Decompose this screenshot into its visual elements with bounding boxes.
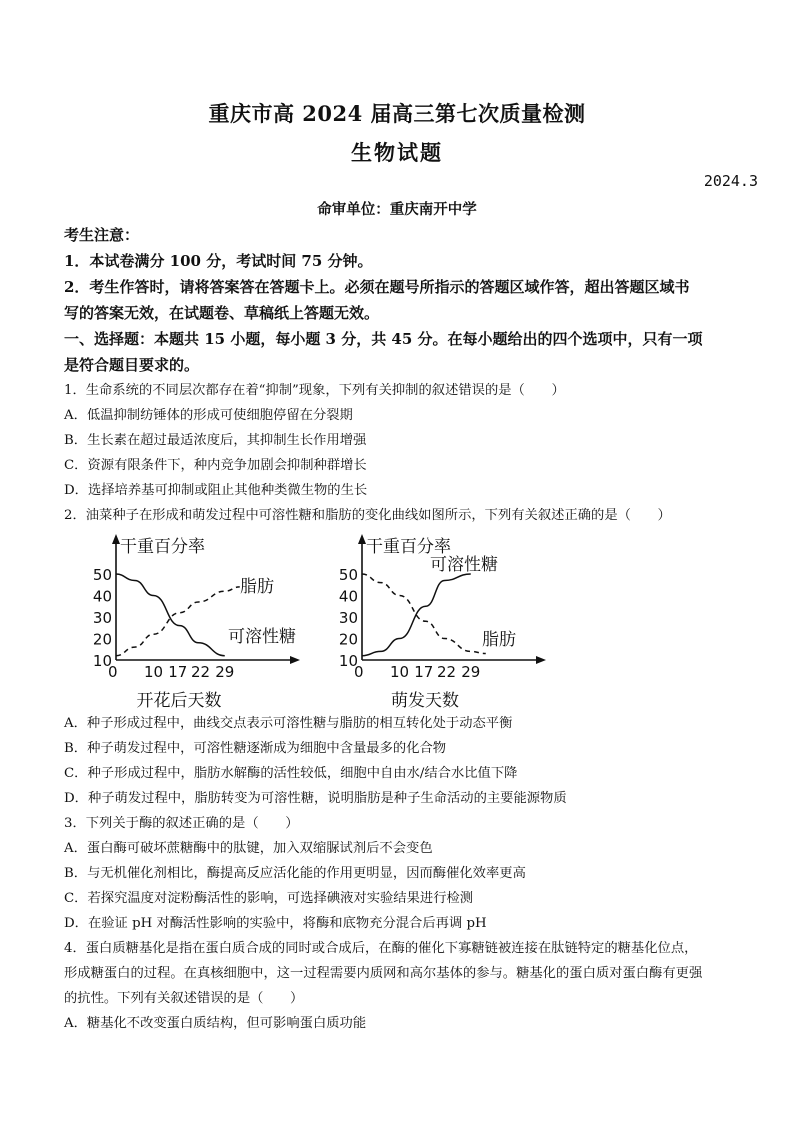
- x-tick-label: 10: [389, 663, 410, 681]
- series-line: [362, 574, 471, 656]
- x-tick-label: 22: [190, 663, 211, 681]
- question-3-option-a: A．蛋白酶可破坏蔗糖酶中的肽键，加入双缩脲试剂后不会变色: [64, 841, 433, 856]
- y-tick-label: 20: [92, 630, 112, 649]
- x-axis-label: 萌发天数: [391, 691, 459, 710]
- series-line: [116, 574, 225, 656]
- question-4-stem-line-2: 形成糖蛋白的过程。在真核细胞中，这一过程需要内质网和高尔基体的参与。糖基化的蛋白质对蛋白酶有更强: [64, 966, 703, 981]
- question-2-stem: 2．油菜种子在形成和萌发过程中可溶性糖和脂肪的变化曲线如图所示，下列有关叙述正确的是（ ）: [64, 508, 671, 523]
- x-tick-label: 22: [436, 663, 457, 681]
- y-tick-label: 20: [338, 630, 358, 649]
- x-tick-label: 17: [168, 663, 188, 681]
- notice-item-1: 1．本试卷满分 100 分，考试时间 75 分钟。: [64, 252, 373, 270]
- y-tick-label: 10: [92, 652, 112, 670]
- y-tick-label: 30: [338, 609, 358, 627]
- y-axis-label: 干重百分率: [120, 537, 205, 557]
- exam-date: 2024.3: [703, 172, 758, 190]
- question-2-option-c: C．种子形成过程中，脂肪水解酶的活性较低，细胞中自由水/结合水比值下降: [64, 766, 518, 781]
- question-1-option-b: B．生长素在超过最适浓度后，其抑制生长作用增强: [64, 433, 367, 448]
- x-tick-label: 10: [143, 663, 164, 681]
- x-axis-arrow: [536, 656, 546, 664]
- notice-item-2-line-2: 写的答案无效，在试题卷、草稿纸上答题无效。: [64, 304, 380, 322]
- y-axis-arrow: [358, 534, 366, 544]
- x-tick-label: 29: [461, 663, 481, 681]
- question-3-option-d: D．在验证 pH 对酶活性影响的实验中，将酶和底物充分混合后再调 pH: [64, 916, 487, 931]
- exam-unit: 命审单位：重庆南开中学: [317, 201, 477, 218]
- x-axis-arrow: [290, 656, 300, 664]
- x-tick-label: 0: [108, 663, 118, 681]
- x-tick-label: 0: [354, 663, 364, 681]
- y-tick-label: 10: [338, 652, 358, 670]
- notice-heading: 考生注意：: [64, 226, 140, 244]
- chart-seed-formation: [84, 530, 304, 710]
- y-axis-label: 干重百分率: [366, 537, 451, 557]
- question-3-option-c: C．若探究温度对淀粉酶活性的影响，可选择碘液对实验结果进行检测: [64, 891, 474, 906]
- chart-seed-germination: [330, 530, 550, 710]
- x-tick-label: 29: [215, 663, 235, 681]
- question-3-stem: 3．下列关于酶的叙述正确的是（ ）: [64, 816, 299, 831]
- question-4-option-a: A．糖基化不改变蛋白质结构，但可影响蛋白质功能: [64, 1016, 367, 1031]
- y-tick-label: 50: [338, 566, 358, 584]
- series-label: 脂肪: [240, 577, 274, 597]
- question-4-stem-line-3: 的抗性。下列有关叙述错误的是（ ）: [64, 991, 304, 1006]
- question-1-option-d: D．选择培养基可抑制或阻止其他种类微生物的生长: [64, 483, 368, 498]
- question-1-option-c: C．资源有限条件下，种内竞争加剧会抑制种群增长: [64, 458, 367, 473]
- question-2-option-d: D．种子萌发过程中，脂肪转变为可溶性糖，说明脂肪是种子生命活动的主要能源物质: [64, 791, 567, 806]
- y-tick-label: 40: [338, 587, 358, 606]
- x-tick-label: 17: [414, 663, 434, 681]
- question-2-option-b: B．种子萌发过程中，可溶性糖逐渐成为细胞中含量最多的化合物: [64, 741, 447, 756]
- question-3-option-b: B．与无机催化剂相比，酶提高反应活化能的作用更明显，因而酶催化效率更高: [64, 866, 526, 881]
- y-axis-arrow: [112, 534, 120, 544]
- y-tick-label: 40: [92, 587, 112, 606]
- series-line: [362, 574, 486, 654]
- x-axis-label: 开花后天数: [136, 691, 222, 710]
- exam-subject: 生物试题: [351, 140, 443, 165]
- question-4-stem-line-1: 4．蛋白质糖基化是指在蛋白质合成的同时或合成后，在酶的催化下寡糖链被连接在肽链特定的糖基化位点，: [64, 941, 698, 956]
- series-label: 可溶性糖: [228, 627, 296, 647]
- question-1-stem: 1．生命系统的不同层次都存在着“抑制”现象，下列有关抑制的叙述错误的是（ ）: [64, 383, 565, 398]
- section-heading-line-1: 一、选择题：本题共 15 小题，每小题 3 分，共 45 分。在每小题给出的四个选项中，只有一项: [64, 330, 703, 348]
- section-heading-line-2: 是符合题目要求的。: [64, 356, 200, 374]
- question-1-option-a: A．低温抑制纺锤体的形成可使细胞停留在分裂期: [64, 408, 353, 423]
- exam-title: 重庆市高 2024 届高三第七次质量检测: [208, 101, 586, 126]
- series-line: [116, 587, 240, 656]
- series-label: 可溶性糖: [430, 555, 498, 575]
- series-label: 脂肪: [482, 630, 516, 650]
- question-2-option-a: A．种子形成过程中，曲线交点表示可溶性糖与脂肪的相互转化处于动态平衡: [64, 716, 513, 731]
- notice-item-2-line-1: 2．考生作答时，请将答案答在答题卡上。必须在题号所指示的答题区域作答，超出答题区域书: [64, 278, 690, 296]
- y-tick-label: 30: [92, 609, 112, 627]
- y-tick-label: 50: [92, 566, 112, 584]
